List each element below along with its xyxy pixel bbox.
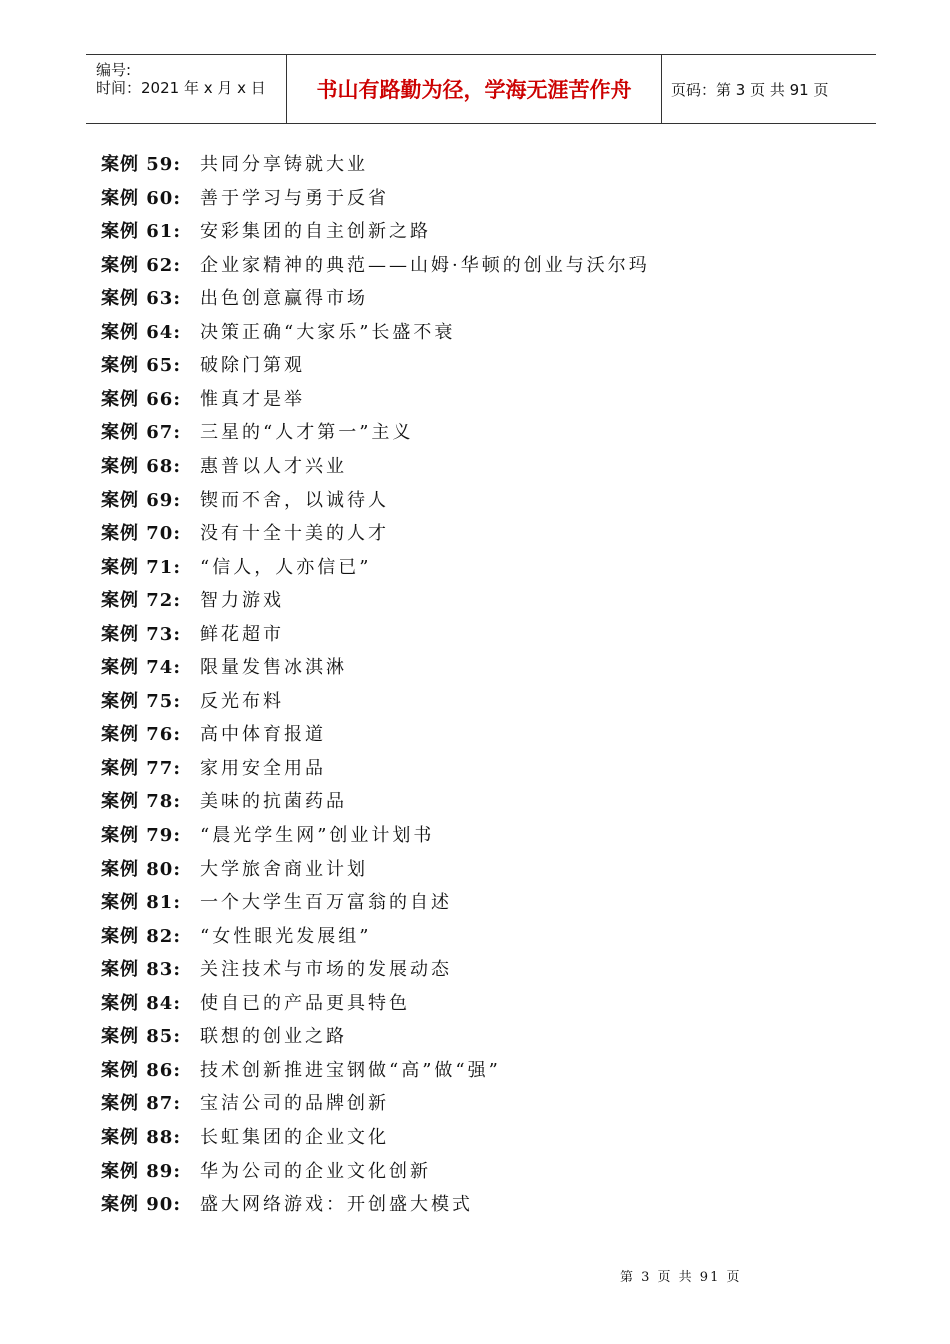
case-title: 智力游戏 xyxy=(200,590,284,612)
case-title: 高中体育报道 xyxy=(200,724,326,746)
case-number: 案例 63: xyxy=(101,288,181,310)
case-title: 盛大网络游戏：开创盛大模式 xyxy=(200,1194,473,1216)
case-title: 使自已的产品更具特色 xyxy=(200,992,410,1014)
case-title: 鲜花超市 xyxy=(200,623,284,645)
case-number: 案例 88: xyxy=(101,1126,181,1148)
case-title: 出色创意赢得市场 xyxy=(200,288,368,310)
case-number: 案例 85: xyxy=(101,1026,181,1048)
case-title: 宝洁公司的品牌创新 xyxy=(200,1093,389,1115)
case-title: 企业家精神的典范——山姆·华顿的创业与沃尔玛 xyxy=(200,254,650,276)
case-title: 一个大学生百万富翁的自述 xyxy=(200,892,452,914)
case-title: 技术创新推进宝钢做“高”做“强” xyxy=(200,1059,501,1081)
case-number: 案例 74: xyxy=(101,657,181,679)
case-title: 限量发售冰淇淋 xyxy=(200,657,347,679)
case-number: 案例 86: xyxy=(101,1059,181,1081)
page-footer: 第 3 页 共 91 页 xyxy=(620,1270,742,1285)
document-number-label: 编号: xyxy=(96,61,132,79)
case-number: 案例 64: xyxy=(101,321,181,343)
header-slogan: 书山有路勤为径，学海无涯苦作舟 xyxy=(316,78,632,102)
header-page-cell xyxy=(661,55,876,123)
case-title: 三星的“人才第一”主义 xyxy=(200,422,414,444)
case-number: 案例 89: xyxy=(101,1160,181,1182)
case-number: 案例 90: xyxy=(101,1194,181,1216)
case-number: 案例 68: xyxy=(101,455,181,477)
case-title: “信人，人亦信已” xyxy=(200,556,372,578)
case-title: “女性眼光发展组” xyxy=(200,925,372,947)
case-title: 华为公司的企业文化创新 xyxy=(200,1160,431,1182)
case-title: 共同分享铸就大业 xyxy=(200,154,368,175)
case-title: 反光布料 xyxy=(200,690,284,712)
case-title: 大学旅舍商业计划 xyxy=(200,858,368,880)
case-title: 没有十全十美的人才 xyxy=(200,523,389,545)
case-title: 安彩集团的自主创新之路 xyxy=(200,221,431,243)
case-number: 案例 87: xyxy=(101,1093,181,1115)
case-number: 案例 82: xyxy=(101,925,181,947)
document-time-label: 时间：2021 年 x 月 x 日 xyxy=(96,79,266,97)
case-title: 长虹集团的企业文化 xyxy=(200,1126,389,1148)
header-page-label: 页码：第 3 页 共 91 页 xyxy=(671,80,829,99)
case-number: 案例 79: xyxy=(101,825,181,846)
case-title: 决策正确“大家乐”长盛不衰 xyxy=(200,321,456,343)
case-number: 案例 61: xyxy=(101,221,181,243)
case-title: 破除门第观 xyxy=(200,355,305,377)
header-meta xyxy=(86,55,286,123)
case-number: 案例 62: xyxy=(101,254,181,276)
case-number: 案例 71: xyxy=(101,556,181,578)
case-number: 案例 69: xyxy=(101,489,181,511)
case-title: 惠普以人才兴业 xyxy=(200,455,347,477)
case-number: 案例 76: xyxy=(101,724,181,746)
case-title: 惟真才是举 xyxy=(200,388,305,410)
case-title: 关注技术与市场的发展动态 xyxy=(200,959,452,981)
case-number: 案例 80: xyxy=(101,858,181,880)
case-number: 案例 83: xyxy=(101,959,181,981)
case-number: 案例 67: xyxy=(101,422,181,444)
case-number: 案例 77: xyxy=(101,757,181,779)
header-slogan-cell xyxy=(286,55,662,123)
case-number: 案例 73: xyxy=(101,623,181,645)
case-title: 善于学习与勇于反省 xyxy=(200,187,389,209)
case-number: 案例 60: xyxy=(101,187,181,209)
case-number: 案例 72: xyxy=(101,590,181,612)
case-number: 案例 84: xyxy=(101,992,181,1014)
case-number: 案例 78: xyxy=(101,791,181,813)
case-number: 案例 70: xyxy=(101,523,181,545)
case-number: 案例 81: xyxy=(101,892,181,914)
case-title: 联想的创业之路 xyxy=(200,1026,347,1048)
case-title: 家用安全用品 xyxy=(200,757,326,779)
case-number: 案例 66: xyxy=(101,388,181,410)
case-number: 案例 59: xyxy=(101,154,181,175)
case-number: 案例 65: xyxy=(101,355,181,377)
case-title: 锲而不舍，以诚待人 xyxy=(200,489,389,511)
page-header xyxy=(86,54,876,124)
case-number: 案例 75: xyxy=(101,690,181,712)
case-title: 美味的抗菌药品 xyxy=(200,791,347,813)
case-title: “晨光学生网”创业计划书 xyxy=(200,825,435,846)
